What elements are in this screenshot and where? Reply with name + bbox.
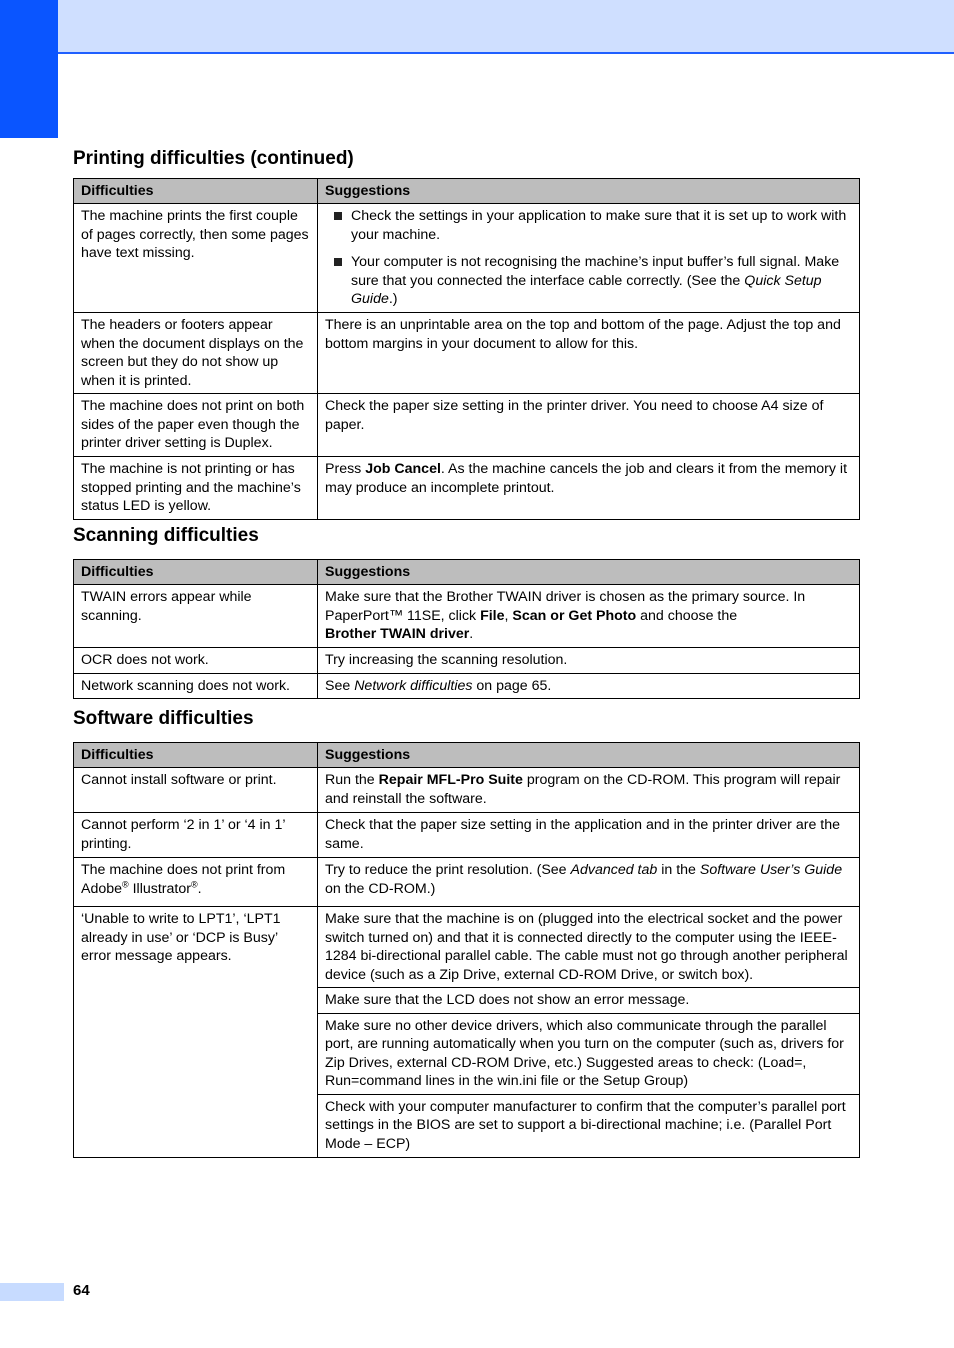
suggestion-cell bbox=[318, 457, 860, 520]
scanning-table bbox=[73, 559, 860, 699]
difficulty-cell: The machine prints the first couple of pages correctly, then some pages have text missing. bbox=[74, 204, 318, 313]
difficulty-cell: ‘Unable to write to LPT1’, ‘LPT1 already in use’ or ‘DCP is Busy’ error message appears. bbox=[74, 907, 318, 1158]
table-row bbox=[74, 907, 860, 988]
text: . bbox=[469, 626, 474, 642]
table-row bbox=[74, 585, 860, 648]
bullet-text-end: .) bbox=[388, 291, 398, 307]
column-header-difficulties: Difficulties bbox=[74, 743, 318, 768]
suggestion-cell bbox=[318, 204, 860, 313]
text: Make sure that the Brother TWAIN driver is chosen as the primary source. In PaperPort™ 11SE, click bbox=[325, 589, 806, 624]
square-bullet-icon bbox=[334, 258, 342, 266]
suggestion-cell: Try increasing the scanning resolution. bbox=[318, 648, 860, 674]
column-header-suggestions: Suggestions bbox=[318, 560, 860, 585]
text: on page 65. bbox=[472, 677, 552, 694]
suggestion-cell bbox=[318, 768, 860, 813]
suggestion-cell: Make sure no other device drivers, which also communicate through the parallel port, are running automatically when you turn on the computer (such as, drivers for Zip Drives, external CD-ROM Drive, etc.) Suggested areas to check: (Load=, Run=command lines in the win.ini file or the Setup Group) bbox=[318, 1013, 860, 1094]
text: in the bbox=[657, 862, 700, 878]
software-heading: Software difficulties bbox=[73, 708, 254, 729]
suggestion-cell bbox=[318, 585, 860, 648]
cross-reference: Network difficulties bbox=[354, 677, 473, 694]
suggestion-cell bbox=[318, 858, 860, 907]
text: Illustrator bbox=[128, 880, 191, 897]
column-header-suggestions: Suggestions bbox=[318, 179, 860, 204]
difficulty-cell: OCR does not work. bbox=[74, 648, 318, 674]
table-header-row bbox=[74, 179, 860, 204]
guide-reference: Quick Setup Guide bbox=[351, 272, 822, 307]
table-header-row bbox=[74, 560, 860, 585]
text: . As the machine cancels the job and clears it from the memory it may produce an incomplete printout. bbox=[325, 461, 848, 496]
software-table bbox=[73, 742, 860, 1158]
table-row bbox=[74, 313, 860, 394]
suggestion-cell: Check that the paper size setting in the application and in the printer driver are the same. bbox=[318, 813, 860, 858]
text: and choose the bbox=[636, 607, 738, 624]
difficulty-cell bbox=[74, 858, 318, 907]
text: program on the CD-ROM. This program will repair and reinstall the software. bbox=[325, 772, 841, 807]
difficulty-cell: The machine is not printing or has stopped printing and the machine’s status LED is yellow. bbox=[74, 457, 318, 520]
difficulty-cell: TWAIN errors appear while scanning. bbox=[74, 585, 318, 648]
bullet-text: Your computer is not recognising the machine’s input buffer’s full signal. Make sure that you connected the interface cable correctly. (See the bbox=[351, 254, 840, 289]
text: See bbox=[325, 677, 355, 694]
printing-heading: Printing difficulties (continued) bbox=[73, 148, 354, 169]
table-row bbox=[74, 813, 860, 858]
table-row bbox=[74, 673, 860, 699]
list-item bbox=[325, 253, 852, 309]
suggestion-cell: Check with your computer manufacturer to confirm that the computer’s parallel port settings in the BIOS are set to support a bi-directional machine; i.e. (Parallel Port Mode – ECP) bbox=[318, 1094, 860, 1157]
text: on the CD-ROM.) bbox=[325, 880, 436, 897]
suggestion-cell: There is an unprintable area on the top and bottom of the page. Adjust the top and bottom margins in your document to allow for this. bbox=[318, 313, 860, 394]
text: Try to reduce the print resolution. (See bbox=[325, 862, 571, 878]
text: The machine does not print from Adobe bbox=[81, 862, 286, 897]
suggestion-cell bbox=[318, 673, 860, 699]
cross-reference: Advanced tab bbox=[570, 862, 658, 878]
difficulty-cell: The machine does not print on both sides of the paper even though the printer driver setting is Duplex. bbox=[74, 394, 318, 457]
driver-name: Brother TWAIN driver bbox=[325, 626, 470, 642]
chapter-tab bbox=[0, 0, 58, 138]
column-header-difficulties: Difficulties bbox=[74, 560, 318, 585]
header-band bbox=[58, 0, 954, 54]
registered-mark: ® bbox=[122, 878, 129, 889]
menu-name: File bbox=[480, 607, 505, 624]
registered-mark: ® bbox=[190, 878, 198, 889]
table-row bbox=[74, 204, 860, 313]
guide-reference: Software User’s Guide bbox=[699, 862, 843, 878]
column-header-suggestions: Suggestions bbox=[318, 743, 860, 768]
difficulty-cell: Cannot install software or print. bbox=[74, 768, 318, 813]
program-name: Repair MFL-Pro Suite bbox=[378, 772, 523, 788]
square-bullet-icon bbox=[334, 212, 342, 220]
suggestion-cell: Check the paper size setting in the printer driver. You need to choose A4 size of paper. bbox=[318, 394, 860, 457]
table-row bbox=[74, 457, 860, 520]
text: , bbox=[504, 607, 513, 624]
table-row bbox=[74, 858, 860, 907]
key-name: Job Cancel bbox=[365, 461, 441, 477]
suggestion-list bbox=[325, 207, 852, 309]
table-header-row bbox=[74, 743, 860, 768]
difficulty-cell: Cannot perform ‘2 in 1’ or ‘4 in 1’ printing. bbox=[74, 813, 318, 858]
scanning-heading: Scanning difficulties bbox=[73, 525, 259, 546]
difficulty-cell: Network scanning does not work. bbox=[74, 673, 318, 699]
text: Run the bbox=[325, 772, 379, 788]
suggestion-cell: Make sure that the machine is on (plugged into the electrical socket and the power switch turned on) and that it is connected directly to the computer using the IEEE-1284 bi-directional parallel cable. The cable must not go through another peripheral device (such as a Zip Drive, external CD-ROM Drive, or switch box). bbox=[318, 907, 860, 988]
text: . bbox=[197, 880, 202, 897]
printing-table bbox=[73, 178, 860, 520]
bullet-text: Check the settings in your application to make sure that it is set up to work with your machine. bbox=[351, 208, 847, 243]
list-item bbox=[325, 207, 852, 244]
table-row bbox=[74, 394, 860, 457]
column-header-difficulties: Difficulties bbox=[74, 179, 318, 204]
table-row bbox=[74, 768, 860, 813]
page-number: 64 bbox=[73, 1282, 90, 1299]
difficulty-cell: The headers or footers appear when the document displays on the screen but they do not show up when it is printed. bbox=[74, 313, 318, 394]
text: Press bbox=[325, 461, 366, 477]
menu-name: Scan or Get Photo bbox=[512, 607, 637, 624]
table-row bbox=[74, 648, 860, 674]
suggestion-cell: Make sure that the LCD does not show an error message. bbox=[318, 988, 860, 1014]
page-number-bar bbox=[0, 1283, 64, 1301]
